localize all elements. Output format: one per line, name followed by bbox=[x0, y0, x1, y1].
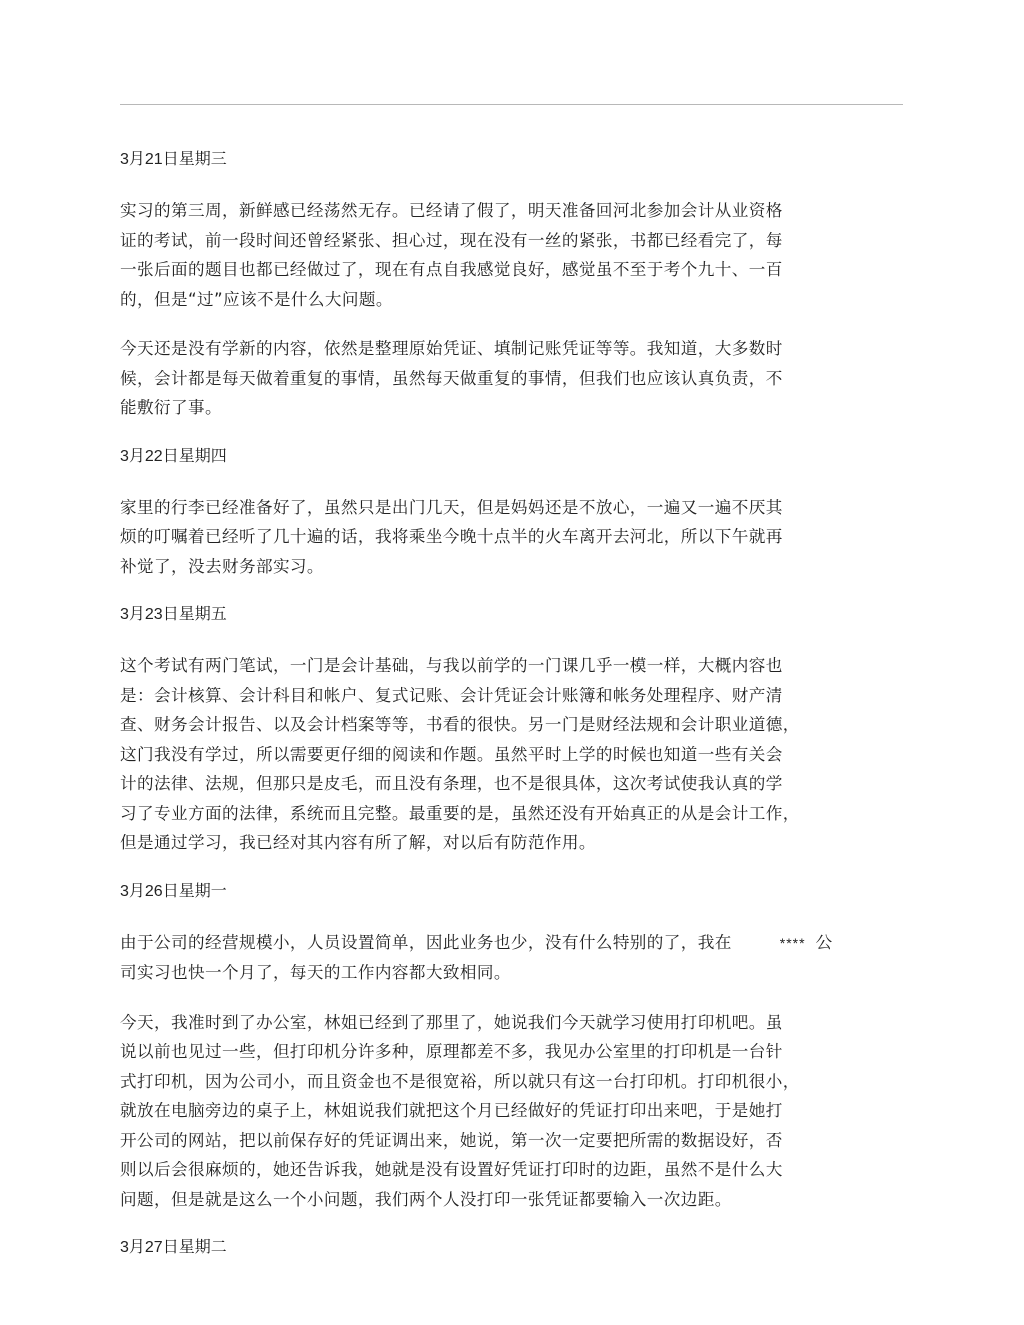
paragraph-line: 烦的叮嘱着已经听了几十遍的话，我将乘坐今晚十点半的火车离开去河北，所以下午就再 bbox=[120, 527, 783, 546]
entry-date-heading: 3月26日星期一 bbox=[120, 882, 227, 900]
paragraph-text: 由于公司的经营规模小，人员设置简单，因此业务也少，没有什么特别的了，我在 bbox=[120, 932, 732, 952]
header-divider bbox=[120, 104, 903, 105]
paragraph-line: 证的考试，前一段时间还曾经紧张、担心过，现在没有一丝的紧张，书都已经看完了，每 bbox=[120, 230, 783, 250]
paragraph-line: 计的法律、法规，但那只是皮毛，而且没有条理，也不是很具体，这次考试使我认真的学 bbox=[120, 774, 783, 793]
paragraph-line: 一张后面的题目也都已经做过了，现在有点自我感觉良好，感觉虽不至于考个九十、一百 bbox=[120, 260, 783, 279]
paragraph-line: 是：会计核算、会计科目和帐户、复式记账、会计凭证会计账簿和帐务处理程序、财产清 bbox=[120, 685, 783, 705]
paragraph-line bbox=[120, 928, 910, 959]
entry-date-heading: 3月22日星期四 bbox=[120, 447, 227, 465]
entry-date-heading: 3月27日星期二 bbox=[120, 1239, 227, 1256]
paragraph-line: 实习的第三周，新鲜感已经荡然无存。已经请了假了，明天准备回河北参加会计从业资格 bbox=[120, 201, 783, 220]
redacted-company-name: **** bbox=[779, 934, 806, 951]
entry-paragraph bbox=[120, 928, 910, 988]
paragraph-line: 这个考试有两门笔试，一门是会计基础，与我以前学的一门课几乎一模一样，大概内容也 bbox=[120, 656, 783, 675]
paragraph-line: 习了专业方面的法律，系统而且完整。最重要的是，虽然还没有开始真正的从是会计工作， bbox=[120, 803, 800, 823]
paragraph-line: 的，但是“过”应该不是什么大问题。 bbox=[120, 289, 393, 309]
paragraph-line: 候，会计都是每天做着重复的事情，虽然每天做重复的事情，但我们也应该认真负责，不 bbox=[120, 368, 783, 388]
paragraph-line: 司实习也快一个月了，每天的工作内容都大致相同。 bbox=[120, 963, 511, 982]
paragraph-line: 式打印机，因为公司小，而且资金也不是很宽裕，所以就只有这一台打印机。打印机很小， bbox=[120, 1071, 800, 1091]
paragraph-line: 就放在电脑旁边的桌子上，林姐说我们就把这个月已经做好的凭证打印出来吧，于是她打 bbox=[120, 1101, 783, 1120]
paragraph-line: 能敷衍了事。 bbox=[120, 398, 222, 417]
paragraph-line: 家里的行李已经准备好了，虽然只是出门几天，但是妈妈还是不放心，一遍又一遍不厌其 bbox=[120, 497, 783, 517]
paragraph-line: 则以后会很麻烦的，她还告诉我，她就是没有设置好凭证打印时的边距，虽然不是什么大 bbox=[120, 1160, 783, 1179]
paragraph-line: 说以前也见过一些，但打印机分许多种，原理都差不多，我见办公室里的打印机是一台针 bbox=[120, 1042, 783, 1061]
paragraph-text: 公 bbox=[815, 932, 833, 952]
paragraph-line: 今天还是没有学新的内容，依然是整理原始凭证、填制记账凭证等等。我知道，大多数时 bbox=[120, 339, 783, 358]
paragraph-line: 开公司的网站，把以前保存好的凭证调出来，她说，第一次一定要把所需的数据设好，否 bbox=[120, 1130, 783, 1150]
document-body bbox=[120, 146, 910, 1284]
entry-paragraph bbox=[120, 651, 910, 858]
entry-date-heading: 3月21日星期三 bbox=[120, 151, 227, 168]
paragraph-line: 问题，但是就是这么一个小问题，我们两个人没打印一张凭证都要输入一次边距。 bbox=[120, 1189, 732, 1209]
paragraph-line: 今天，我准时到了办公室，林姐已经到了那里了，她说我们今天就学习使用打印机吧。虽 bbox=[120, 1012, 783, 1032]
entry-paragraph bbox=[120, 334, 910, 423]
paragraph-line: 补觉了，没去财务部实习。 bbox=[120, 556, 324, 576]
entry-date-heading: 3月23日星期五 bbox=[120, 606, 227, 623]
paragraph-line: 查、财务会计报告、以及会计档案等等，书看的很快。另一门是财经法规和会计职业道德， bbox=[120, 715, 800, 734]
entry-paragraph bbox=[120, 1008, 910, 1215]
paragraph-line: 但是通过学习，我已经对其内容有所了解，对以后有防范作用。 bbox=[120, 833, 596, 852]
entry-paragraph bbox=[120, 196, 910, 314]
entry-paragraph bbox=[120, 493, 910, 582]
paragraph-line: 这门我没有学过，所以需要更仔细的阅读和作题。虽然平时上学的时候也知道一些有关会 bbox=[120, 744, 783, 764]
